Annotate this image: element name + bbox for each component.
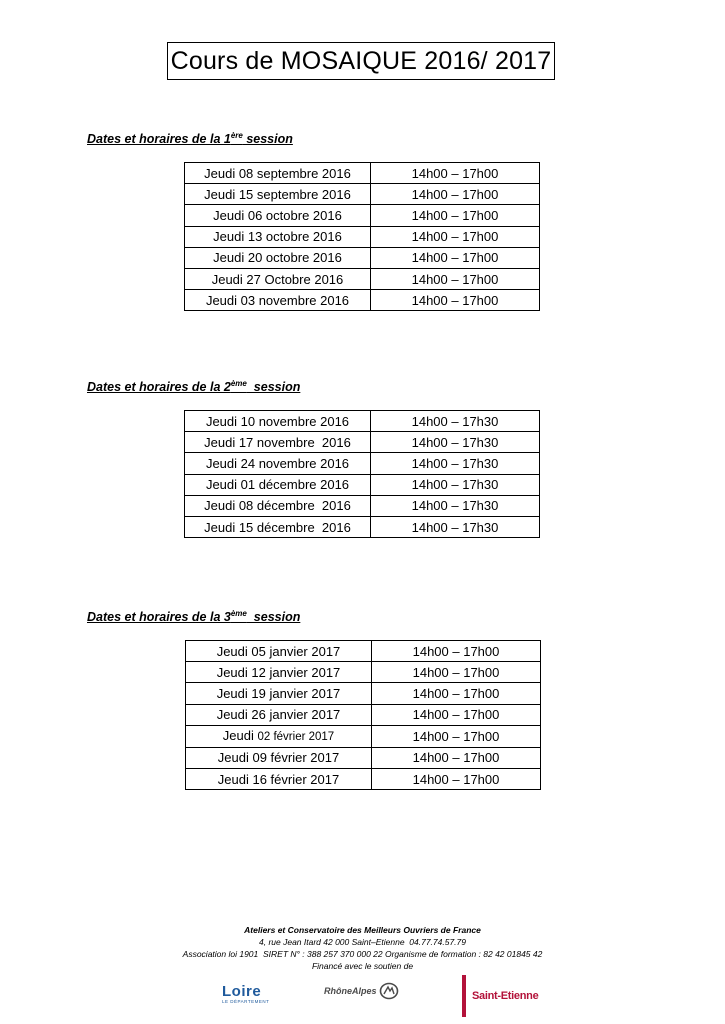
time-cell: 14h00 – 17h00 [371, 184, 540, 205]
date-cell: Jeudi 27 Octobre 2016 [185, 268, 371, 289]
time-cell: 14h00 – 17h00 [372, 747, 541, 768]
table-row [186, 683, 541, 704]
date-cell-date: 02 février 2017 [257, 730, 335, 743]
time-cell: 14h00 – 17h00 [372, 641, 541, 662]
date-cell: Jeudi 20 octobre 2016 [185, 247, 371, 268]
date-cell: Jeudi 08 décembre 2016 [185, 495, 371, 516]
saint-etienne-logo [462, 975, 538, 1017]
table-row [185, 453, 540, 474]
session-1-heading-suffix: session [242, 132, 293, 147]
loire-logo [222, 984, 278, 1006]
table-row [185, 290, 540, 311]
rhone-alpes-emblem-icon [379, 982, 399, 1000]
session-2-heading-prefix: Dates et horaires de la 2 [87, 380, 231, 395]
saint-etienne-logo-word: Saint-Etienne [472, 990, 539, 1002]
session-3-heading [87, 609, 300, 624]
time-cell: 14h00 – 17h30 [371, 516, 540, 537]
date-cell: Jeudi 05 janvier 2017 [186, 641, 372, 662]
date-cell: Jeudi 01 décembre 2016 [185, 474, 371, 495]
time-cell: 14h00 – 17h00 [372, 725, 541, 747]
table-row [185, 226, 540, 247]
table-row [186, 641, 541, 662]
table-row [186, 768, 541, 789]
time-cell: 14h00 – 17h00 [372, 768, 541, 789]
date-cell: Jeudi 06 octobre 2016 [185, 205, 371, 226]
table-row [186, 704, 541, 725]
session-2-table [184, 410, 540, 538]
time-cell: 14h00 – 17h00 [372, 683, 541, 704]
table-row [185, 411, 540, 432]
saint-etienne-bar-icon [462, 975, 466, 1017]
date-cell: Jeudi 17 novembre 2016 [185, 432, 371, 453]
table-row [186, 725, 541, 747]
table-row [186, 747, 541, 768]
time-cell: 14h00 – 17h30 [371, 453, 540, 474]
time-cell: 14h00 – 17h30 [371, 432, 540, 453]
session-3-table [185, 640, 541, 790]
footer-org: Ateliers et Conservatoire des Meilleurs Ouvriers de France [244, 925, 481, 935]
date-cell: Jeudi 13 octobre 2016 [185, 226, 371, 247]
session-1-heading [87, 131, 293, 146]
time-cell: 14h00 – 17h00 [371, 247, 540, 268]
session-1-heading-sup: ère [230, 131, 243, 140]
loire-logo-word: Loire [222, 983, 262, 1000]
table-row [185, 516, 540, 537]
time-cell: 14h00 – 17h00 [371, 163, 540, 184]
time-cell: 14h00 – 17h30 [371, 495, 540, 516]
table-row [185, 163, 540, 184]
time-cell: 14h00 – 17h00 [371, 226, 540, 247]
session-2-heading-sup: ème [230, 379, 247, 388]
footer-funding: Financé avec le soutien de [311, 961, 414, 971]
session-3-heading-sup: ème [230, 609, 247, 618]
date-cell: Jeudi 15 décembre 2016 [185, 516, 371, 537]
session-1-heading-prefix: Dates et horaires de la 1 [87, 132, 231, 147]
date-cell: Jeudi 12 janvier 2017 [186, 662, 372, 683]
session-3-heading-suffix: session [246, 610, 301, 625]
date-cell [186, 725, 372, 747]
date-cell-weekday: Jeudi [222, 727, 258, 743]
rhone-alpes-logo-word: RhôneAlpes [324, 986, 377, 996]
date-cell: Jeudi 09 février 2017 [186, 747, 372, 768]
table-row [185, 268, 540, 289]
date-cell: Jeudi 19 janvier 2017 [186, 683, 372, 704]
table-row [185, 495, 540, 516]
session-2-heading [87, 379, 300, 394]
table-row [185, 184, 540, 205]
time-cell: 14h00 – 17h30 [371, 411, 540, 432]
time-cell: 14h00 – 17h00 [371, 268, 540, 289]
time-cell: 14h00 – 17h00 [372, 704, 541, 725]
date-cell: Jeudi 26 janvier 2017 [186, 704, 372, 725]
session-2-heading-suffix: session [246, 380, 301, 395]
date-cell: Jeudi 03 novembre 2016 [185, 290, 371, 311]
footer [0, 924, 725, 972]
rhone-alpes-logo [324, 981, 399, 1001]
table-row [185, 247, 540, 268]
table-row [185, 205, 540, 226]
loire-logo-sub: LE DÉPARTEMENT [222, 999, 270, 1004]
page-title: Cours de MOSAIQUE 2016/ 2017 [167, 42, 555, 80]
date-cell: Jeudi 10 novembre 2016 [185, 411, 371, 432]
table-row [185, 474, 540, 495]
footer-legal: Association loi 1901 SIRET N° : 388 257 370 000 22 Organisme de formation : 82 42 01845 42 [182, 949, 543, 959]
time-cell: 14h00 – 17h00 [372, 662, 541, 683]
date-cell: Jeudi 08 septembre 2016 [185, 163, 371, 184]
footer-address: 4, rue Jean Itard 42 000 Saint–Etienne 04.77.74.57.79 [259, 937, 466, 947]
time-cell: 14h00 – 17h30 [371, 474, 540, 495]
table-row [186, 662, 541, 683]
date-cell: Jeudi 24 novembre 2016 [185, 453, 371, 474]
date-cell: Jeudi 16 février 2017 [186, 768, 372, 789]
session-3-heading-prefix: Dates et horaires de la 3 [87, 610, 231, 625]
session-1-table [184, 162, 540, 311]
time-cell: 14h00 – 17h00 [371, 205, 540, 226]
time-cell: 14h00 – 17h00 [371, 290, 540, 311]
table-row [185, 432, 540, 453]
date-cell: Jeudi 15 septembre 2016 [185, 184, 371, 205]
